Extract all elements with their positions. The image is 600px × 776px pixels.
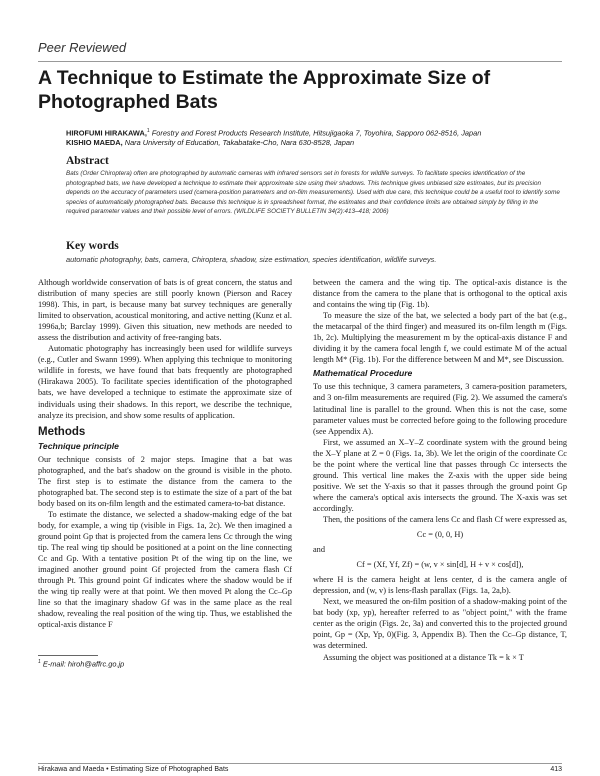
page-number: 413 xyxy=(550,766,562,773)
paragraph: where H is the camera height at lens center, d is the camera angle of depression, and (w, v) is lens-flash parallax (Figs. 1a, 2a,b). xyxy=(313,575,567,596)
paragraph: First, we assumed an X–Y–Z coordinate system with the ground being the X–Y plane at Z = 0 (Figs. 1a, 3b). We let the origin of the coordinate Cc be the point where the vertical line that passes through Cc intersects the ground. This vertical line makes the Z-axis with the upper side being positive. We set the Y-axis so that it passes through the ground point Gp where the camera's optical axis intersects the ground. The X-axis was set accordingly. xyxy=(313,437,567,513)
body-column-left xyxy=(38,277,292,630)
author-line-2 xyxy=(66,138,562,148)
paragraph: Our technique consists of 2 major steps. Imagine that a bat was photographed, and the bat's shadow on the ground is visible in the photo. The first step is to estimate the distance from the camera to the photographed bat. The second step is to estimate the size of a part of the bat body based on its on-film length and the estimated camera-to-bat distance. xyxy=(38,454,292,508)
abstract-text: Bats (Order Chiroptera) often are photographed by automatic cameras with infrared sensors set in forests for wildlife surveys. To facilitate species identification of the photographed bats, we have developed a technique to estimate their approximate size using their shadows. This technique gives unbiased size estimates, but its precision depends on the accuracy of parameters used (camera-position parameters and on-film measurements). Used with due care, this technique could be a useful tool to identify some species of automatically photographed bats. Because this technique is in spreadsheet format, the estimates and their confidence limits are obtained simply by filling in the required parameter values and their possible level of errors. (WILDLIFE SOCIETY BULLETIN 34(2):413–418; 2006) xyxy=(66,170,560,216)
footnote-divider xyxy=(38,655,98,656)
keywords-text: automatic photography, bats, camera, Chiroptera, shadow, size estimation, species identification, wildlife surveys. xyxy=(66,255,437,264)
footer-divider xyxy=(38,763,562,764)
author-affiliation: Forestry and Forest Products Research Institute, Hitsujigaoka 7, Toyohira, Sapporo 062-8516, Japan xyxy=(151,128,482,138)
paragraph: between the camera and the wing tip. The optical-axis distance is the distance from the camera to the plane that is orthogonal to the optical axis and contains the wing tip (Fig. 1b). xyxy=(313,278,567,310)
author-marker: 1 xyxy=(146,128,150,134)
footnote xyxy=(38,659,124,668)
paragraph: Although worldwide conservation of bats is of great concern, the status and distribution of many species are still poorly known (Pierson and Racey 1998). This, in part, is because many bat survey techniques are generally limited to observation, acoustical monitoring, and active netting (Kunz et al. 1996a,b; Barclay 1999). Given this situation, new methods are needed to assess the distribution and activity of free-ranging bats. xyxy=(38,278,292,343)
equation: Cf = (Xf, Yf, Zf) = (w, v × sin[d], H + v × cos[d]), xyxy=(356,560,524,570)
footnote-marker: 1 xyxy=(38,659,41,665)
paragraph: To estimate the distance, we selected a shadow-making edge of the bat body, for example, a wing tip (visible in Figs. 1a, 2c). We then imagined a ground point Gp that is projected from the camera lens Cc through the wing tip. The real wing tip should be positioned at a point on the line connecting Cc and Gp. With a tentative position Pt of the wing tip on the line, we imagined another ground point Gf projected from the camera flash Cf through Pt. This ground point Gf indicates where the shadow would be if the wing tip really were at that point. We then moved Pt along the Cc–Gp line so that the imaginary shadow Gf was in the same place as the real shadow, revealing the real position of the wing tip. Thus, we established the optical-axis distance F xyxy=(38,509,292,630)
author-line-1 xyxy=(66,126,562,138)
running-footer: Hirakawa and Maeda • Estimating Size of Photographed Bats xyxy=(38,766,229,773)
paragraph: and xyxy=(313,545,325,555)
equation: Cc = (0, 0, H) xyxy=(416,530,464,540)
author-affiliation: Nara University of Education, Takabatake-Cho, Nara 630-8528, Japan xyxy=(124,138,355,147)
footnote-email: E-mail: hiroh@affrc.go.jp xyxy=(42,659,125,669)
body-column-right xyxy=(313,277,567,663)
abstract-heading: Abstract xyxy=(66,155,109,167)
paragraph: Next, we measured the on-film position of a shadow-making point of the bat body (xp, yp), hereafter referred to as "object point," with the frame center as the origin (Figs. 2c, 3a) and converted this to the projected ground point, Gp = (Xp, Yp, 0)(Fig. 3, Appendix B). Then the Cc–Gp distance, T, was determined. xyxy=(313,597,567,651)
author-name: KISHIO MAEDA, xyxy=(66,138,123,147)
article-title: A Technique to Estimate the Approximate Size of Photographed Bats xyxy=(38,67,491,113)
subheading: Mathematical Procedure xyxy=(313,368,413,379)
paragraph: To measure the size of the bat, we selected a body part of the bat (e.g., the metacarpal of the third finger) and measured its on-film length m (Figs. 1b, 2c). Multiplying the measurement m by the optical-axis distance F and dividing it by the camera focal length f, we could estimate M of the actual length M* (Fig. 1b). For the difference between M and M*, see Discussion. xyxy=(313,311,567,365)
paragraph: Automatic photography has increasingly been used for wildlife surveys (e.g., Cutler and Swann 1999). When applying this technique to monitoring wildlife in forests, we have found that bats frequently are photographed (Hirakawa 2005). To facilitate species identification of the photographed bats, we have developed a technique to estimate the approximate size of individuals using their shadows. In this report, we describe the technique, analyze its precision, and show some results of application. xyxy=(38,344,292,420)
keywords-heading: Key words xyxy=(66,240,119,252)
methods-heading: Methods xyxy=(38,425,86,438)
section-label: Peer Reviewed xyxy=(38,40,127,55)
paragraph: Then, the positions of the camera lens Cc and flash Cf were expressed as, xyxy=(323,514,567,524)
subheading: Technique principle xyxy=(38,440,119,451)
author-name: HIROFUMI HIRAKAWA, xyxy=(66,128,147,138)
section-divider xyxy=(38,61,562,62)
paragraph: To use this technique, 3 camera parameters, 3 camera-position parameters, and 3 on-film measurements are required (Fig. 2). We assumed the camera's latitudinal line is parallel to the ground. When this is not the case, some parameter values must be corrected before going to the following procedure (see Appendix A). xyxy=(313,382,567,436)
paragraph: Assuming the object was positioned at a distance Tk = k × T xyxy=(323,652,524,662)
